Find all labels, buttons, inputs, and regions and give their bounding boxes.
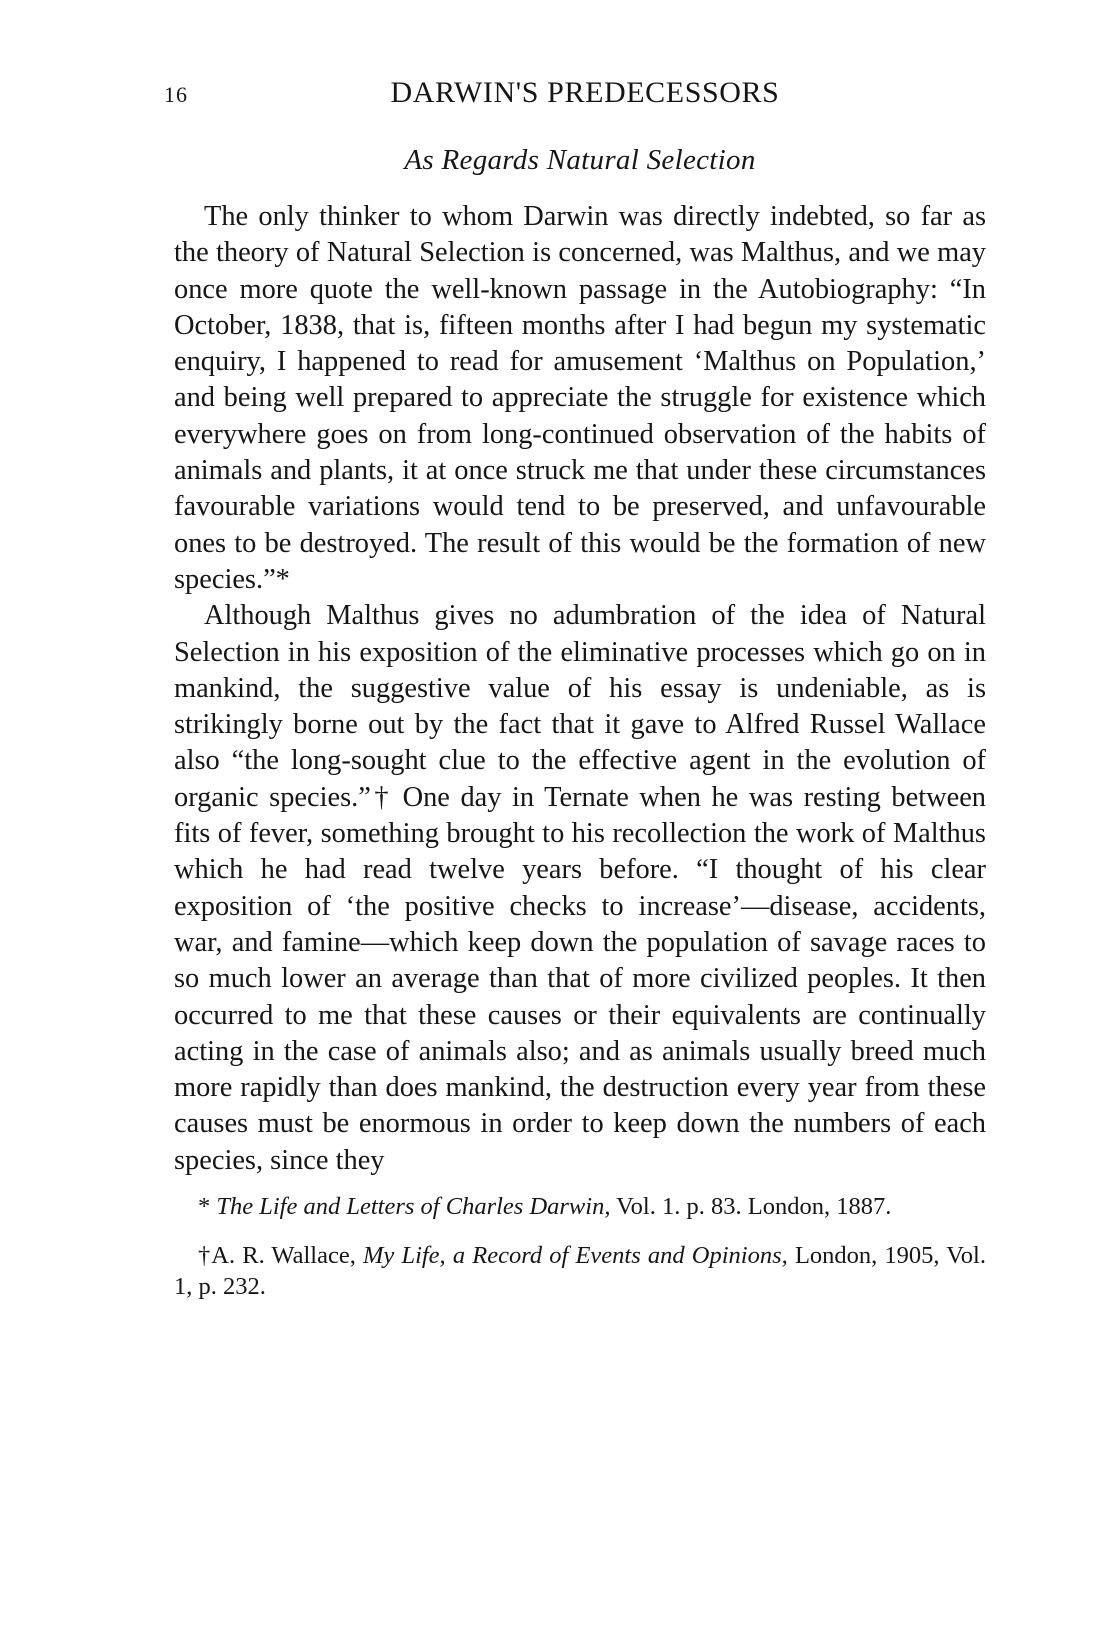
footnotes: [174, 1191, 986, 1302]
footnote-citation: Vol. 1. p. 83. London, 1887.: [616, 1193, 892, 1221]
footnote-work-title: My Life, a Record of Events and Opinions,: [363, 1242, 788, 1270]
page-number: 16: [164, 82, 188, 107]
footnote-wallace: [174, 1240, 986, 1302]
footnote-author: A. R. Wallace,: [211, 1242, 356, 1270]
footnote-work-title: The Life and Letters of Charles Darwin,: [216, 1193, 611, 1221]
body-paragraph: Although Malthus gives no adumbration of the idea of Natural Selection in his exposition of the eliminative processes which go on in mankind, the suggestive value of his essay is undeniable, as is strikingly borne out by the fact that it gave to Alfred Russel Wallace also “the long-sought clue to the effective agent in the evolution of organic species.”† One day in Ternate when he was resting between fits of fever, something brought to his recollection the work of Malthus which he had read twelve years before. “I thought of his clear exposition of ‘the positive checks to increase’—disease, accidents, war, and famine—which keep down the population of savage races to so much lower an average than that of more civilized peoples. It then occurred to me that these causes or their equivalents are continually acting in the case of animals also; and as animals usually breed much more rapidly than does mankind, the destruction every year from these causes must be enormous in order to keep down the numbers of each species, since they: [174, 600, 986, 1176]
footnote-mark: *: [198, 1193, 211, 1221]
body-paragraph: The only thinker to whom Darwin was directly indebted, so far as the theory of Natural Selection is concerned, was Malthus, and we may once more quote the well-known passage in the Autobiography: “In October, 1838, that is, fifteen months after I had begun my systematic enquiry, I happened to read for amusement ‘Malthus on Population,’ and being well prepared to appreciate the struggle for existence which everywhere goes on from long-continued observation of the habits of animals and plants, it at once struck me that under these circumstances favourable variations would tend to be preserved, and unfavourable ones to be destroyed. The result of this would be the formation of new species.”*: [174, 201, 986, 595]
section-heading: As Regards Natural Selection: [404, 144, 756, 176]
footnote-citation: London, 1905, Vol. 1, p. 232.: [174, 1242, 986, 1301]
footnote-mark: †: [198, 1242, 212, 1270]
book-page: [164, 76, 986, 1320]
footnote-life-and-letters: [174, 1191, 986, 1222]
running-title: DARWIN'S PREDECESSORS: [390, 76, 780, 109]
running-header: [164, 76, 986, 116]
